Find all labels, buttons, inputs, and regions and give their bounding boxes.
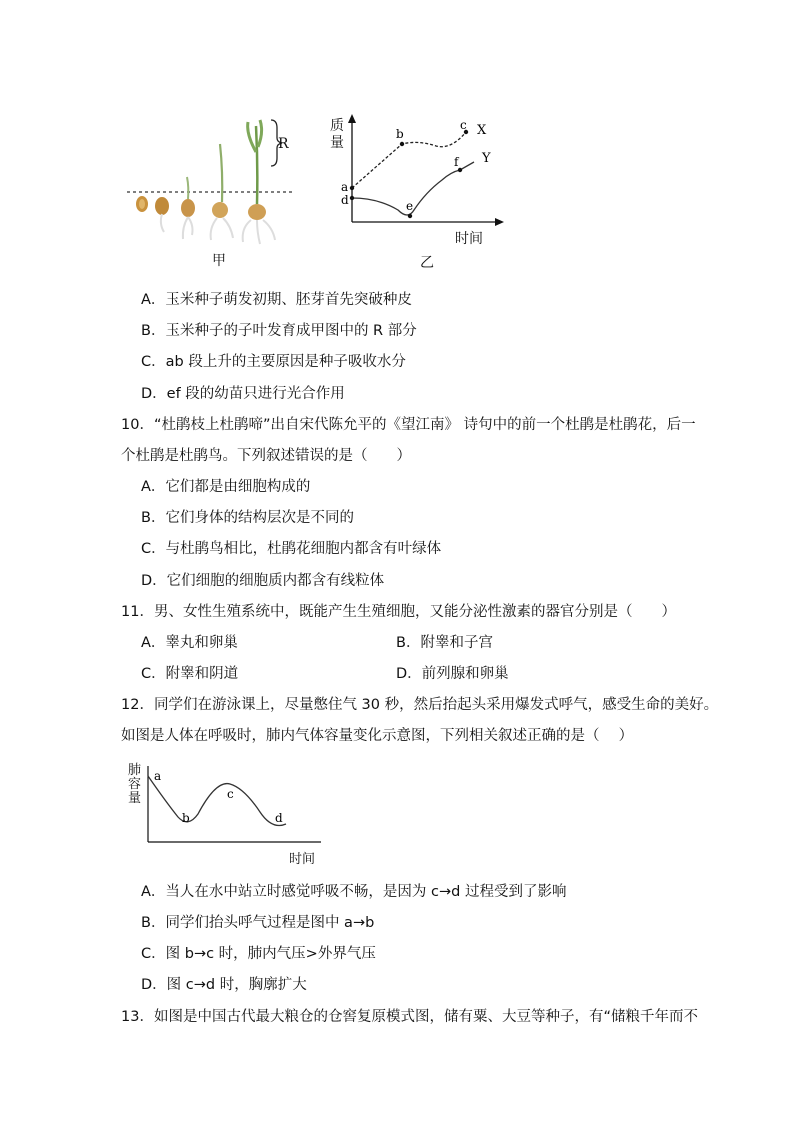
curve-label-x: X — [477, 123, 487, 138]
q11-option-a: A．睾丸和卵巢 — [141, 635, 238, 651]
q11-option-d: D．前列腺和卵巢 — [396, 666, 509, 682]
q10-option-d: D．它们细胞的细胞质内都含有线粒体 — [141, 573, 385, 589]
q12-figure — [126, 762, 326, 867]
yi-y-axis-label: 质 量 — [330, 118, 344, 151]
curve-label-y: Y — [482, 151, 491, 166]
point-c: c — [227, 787, 234, 801]
q11-stem: 11．男、女性生殖系统中，既能产生生殖细胞，又能分泌性激素的器官分别是（ ） — [121, 604, 676, 620]
q13-stem-line1: 13．如图是中国古代最大粮仓的仓窖复原模式图，储有粟、大豆等种子，有“储粮千年而不 — [121, 1009, 698, 1025]
q9-option-a: A．玉米种子萌发初期、胚芽首先突破种皮 — [141, 292, 412, 308]
q11-option-b: B．附睾和子宫 — [396, 635, 493, 651]
q10-stem-line1: 10．“杜鹃枝上杜鹃啼”出自宋代陈允平的《望江南》 诗句中的前一个杜鹃是杜鹃花，后一 — [121, 417, 696, 433]
q12-stem-line1: 12．同学们在游泳课上，尽量憋住气 30 秒，然后抬起头采用爆发式呼气，感受生命的美好。 — [121, 697, 719, 713]
q10-option-a: A．它们都是由细胞构成的 — [141, 479, 311, 495]
yi-x-axis-label: 时间 — [455, 231, 483, 247]
q9-option-c: C．ab 段上升的主要原因是种子吸收水分 — [141, 354, 406, 370]
q11-option-c: C．附睾和阴道 — [141, 666, 239, 682]
figure-yi-caption: 乙 — [420, 255, 434, 271]
label-R: R — [278, 136, 289, 152]
q12-option-d: D．图 c→d 时，胸廓扩大 — [141, 977, 307, 993]
q9-option-d: D．ef 段的幼苗只进行光合作用 — [141, 386, 345, 402]
point-c: c — [460, 118, 467, 132]
q12-stem-line2: 如图是人体在呼吸时，肺内气体容量变化示意图，下列相关叙述正确的是（ ） — [121, 728, 634, 744]
figure-jia-caption: 甲 — [212, 253, 226, 269]
q10-stem-line2: 个杜鹃是杜鹃鸟。下列叙述错误的是（ ） — [121, 448, 411, 464]
q10-option-b: B．它们身体的结构层次是不同的 — [141, 510, 354, 526]
q12-x-axis-label: 时间 — [289, 852, 316, 867]
figure-jia — [125, 112, 300, 247]
figure-yi — [326, 112, 506, 252]
q9-option-b: B．玉米种子的子叶发育成甲图中的 R 部分 — [141, 323, 417, 339]
point-a: a — [341, 180, 349, 194]
point-d: d — [275, 811, 283, 825]
q10-option-c: C．与杜鹃鸟相比，杜鹃花细胞内都含有叶绿体 — [141, 541, 442, 557]
q12-option-a: A．当人在水中站立时感觉呼吸不畅，是因为 c→d 过程受到了影响 — [141, 884, 567, 900]
q12-option-c: C．图 b→c 时，肺内气压>外界气压 — [141, 946, 376, 962]
point-b: b — [182, 811, 190, 825]
point-a: a — [154, 769, 162, 783]
point-f: f — [454, 155, 459, 169]
point-d: d — [341, 193, 349, 207]
q12-y-axis-label: 肺容量 — [128, 763, 142, 806]
point-e: e — [406, 199, 414, 213]
point-b: b — [396, 127, 404, 141]
corn-germination-illustration — [125, 112, 300, 247]
q12-option-b: B．同学们抬头呼气过程是图中 a→b — [141, 915, 375, 931]
